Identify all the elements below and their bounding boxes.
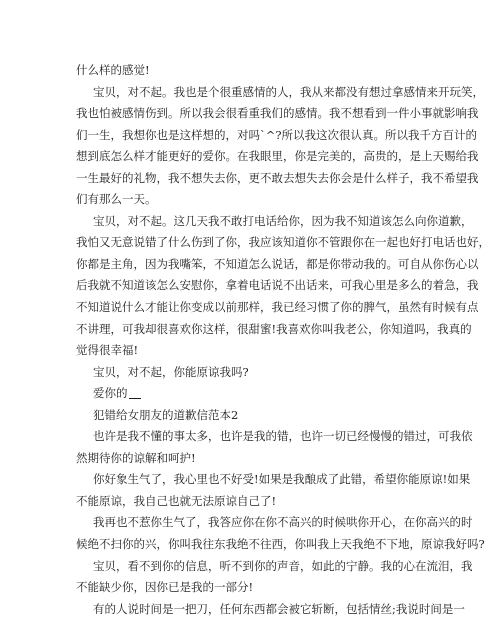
text-line-content: 候绝不扫你的兴，你叫我往东我绝不往西，你叫我上天我绝不下地，原谅我好吗? (76, 537, 485, 552)
text-line-content: 然期待你的谅解和呵护! (76, 450, 196, 465)
text-line-content: 不能原谅，我自己也就无法原谅自己了! (76, 493, 277, 508)
text-line (76, 512, 473, 534)
text-line-content: 有的人说时间是一把刀，任何东西都会被它斩断，包括情丝;我说时间是一 (93, 601, 465, 616)
text-line (76, 362, 435, 384)
text-line-content: 一生最好的礼物，我不想失去你，更不敢去想失去你会是什么样子，我不希望我 (76, 170, 479, 185)
text-line (76, 168, 479, 190)
text-line (76, 103, 479, 125)
text-line-content: 想到底怎么样才能更好的爱你。在我眼里，你是完美的，高贵的，是上天赐给我 (76, 149, 479, 164)
text-line-content: 你好象生气了，我心里也不好受!如果是我酿成了此错，希望你能原谅!如果 (93, 472, 471, 487)
text-line (76, 232, 490, 254)
text-line (76, 469, 471, 491)
text-line (76, 556, 473, 578)
text-line (76, 491, 435, 513)
text-line-content: 爱你的 (93, 386, 128, 401)
text-line-content: 也许是我不懂的事太多，也许是我的错，也许一切已经慢慢的错过，可我依 (93, 429, 473, 444)
text-line-content: 我再也不惹你生气了，我答应你在你不高兴的时候哄你开心，在你高兴的时 (93, 515, 473, 530)
text-line-content: 你都是主角，因为我嘴笨，不知道怎么说话，都是你带动我的。可自从你伤心以 (76, 256, 479, 271)
text-line-content: 宝贝，对不起。这几天我不敢打电话给你，因为我不知道该怎么向你道歉， (93, 213, 473, 228)
text-line (76, 82, 484, 104)
text-line-content: 后我就不知道该怎么安慰你，拿着电话说不出话来，可我心里是多么的着急，我 (76, 278, 479, 293)
text-line-content: 犯错给女朋友的道歉信范本2 (93, 407, 239, 422)
text-line-content: 觉得很幸福! (76, 343, 139, 358)
text-line-content: 宝贝，对不起，你能原谅我吗? (93, 364, 249, 379)
text-line (76, 405, 435, 427)
text-line-content: 不知道说什么才能让你变成以前那样，我已经习惯了你的脾气，虽然有时候有点 (76, 300, 479, 315)
text-line (76, 297, 479, 319)
text-line-content: 什么样的感觉! (76, 63, 150, 77)
text-line-content: 们有那么一天。 (76, 192, 157, 207)
text-line (76, 60, 435, 82)
text-line (76, 254, 479, 276)
text-line (76, 211, 473, 233)
text-line-content: 们一生，我想你也是这样想的，对吗`^?所以我这次很认真。所以我千方百计的 (76, 127, 478, 142)
text-line (76, 275, 479, 297)
text-line (76, 146, 479, 168)
text-line (76, 189, 435, 211)
text-line (76, 577, 435, 599)
text-line-content: 不讲理，可我却很喜欢你这样，很甜蜜!我喜欢你叫我老公，你知道吗，我真的 (76, 321, 472, 336)
text-line (76, 534, 485, 556)
text-cursor (129, 386, 141, 399)
text-line (76, 426, 473, 448)
text-line (76, 125, 478, 147)
text-line (76, 340, 435, 362)
text-line (76, 383, 435, 405)
text-line-content: 我怕又无意说错了什么伤到了你，我应该知道你不管跟你在一起也好打电话也好， (76, 235, 490, 250)
text-line-content: 宝贝，对不起。我也是个很重感情的人，我从来都没有想过拿感情来开玩笑， (93, 84, 484, 99)
text-line (76, 599, 465, 620)
text-line-content: 不能缺少你，因你已是我的一部分! (76, 580, 254, 595)
text-line (76, 319, 472, 341)
text-line (76, 448, 435, 470)
text-line-content: 宝贝，看不到你的信息，听不到你的声音，如此的宁静。我的心在流泪，我 (93, 558, 473, 573)
text-line-content: 我也怕被感情伤到。所以我会很看重我们的感情。我不想看到一件小事就影响我 (76, 106, 479, 121)
document-body (76, 60, 490, 620)
